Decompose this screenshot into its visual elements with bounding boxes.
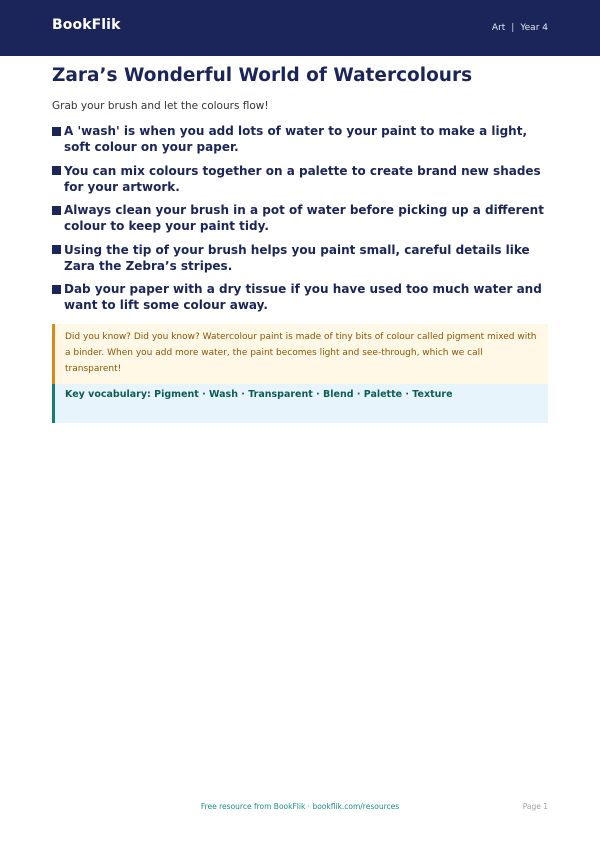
did-you-know-box	[52, 324, 548, 384]
square-bullet-icon	[52, 166, 61, 175]
square-bullet-icon	[52, 285, 61, 294]
worksheet-content	[52, 62, 548, 423]
did-you-know-text: Did you know? Did you know? Watercolour paint is made of tiny bits of colour called pigment mixed with a binder. When you add more water, the paint becomes light and see-through, which we call transparent!	[65, 332, 537, 374]
footer-credit-link[interactable]: Free resource from BookFlik · bookflik.com/resources	[200, 802, 400, 811]
tip-text: Using the tip of your brush helps you paint small, careful details like Zara the Zebra’s stripes.	[64, 242, 530, 273]
square-bullet-icon	[52, 206, 61, 215]
square-bullet-icon	[52, 127, 61, 136]
tip-text: A 'wash' is when you add lots of water to your paint to make a light, soft colour on your paper.	[64, 124, 528, 154]
key-vocabulary-text: Key vocabulary: Pigment · Wash · Transparent · Blend · Palette · Texture	[65, 389, 453, 400]
intro-text: Grab your brush and let the colours flow!	[52, 100, 269, 112]
page-footer	[52, 802, 548, 816]
tip-item	[52, 163, 548, 195]
tip-item	[52, 281, 548, 313]
tip-item	[52, 123, 548, 155]
brand-logo-text: BookFlik	[52, 17, 121, 33]
top-banner	[0, 0, 600, 56]
tip-text: You can mix colours together on a palette to create brand new shades for your artwork.	[64, 163, 541, 194]
subject-label: Art	[491, 23, 506, 33]
year-label: Year 4	[520, 23, 548, 33]
square-bullet-icon	[52, 245, 61, 254]
tip-text: Dab your paper with a dry tissue if you have used too much water and want to lift some colour away.	[64, 282, 542, 312]
page-title: Zara’s Wonderful World of Watercolours	[52, 65, 473, 86]
page-number: Page 1	[522, 802, 548, 811]
tip-item	[52, 242, 548, 274]
tip-item	[52, 202, 548, 234]
key-vocabulary-box	[52, 384, 548, 423]
tips-list	[52, 123, 548, 313]
subject-year-meta	[492, 23, 548, 33]
tip-text: Always clean your brush in a pot of water before picking up a different colour to keep your paint tidy.	[64, 203, 544, 233]
meta-separator: |	[511, 23, 515, 33]
